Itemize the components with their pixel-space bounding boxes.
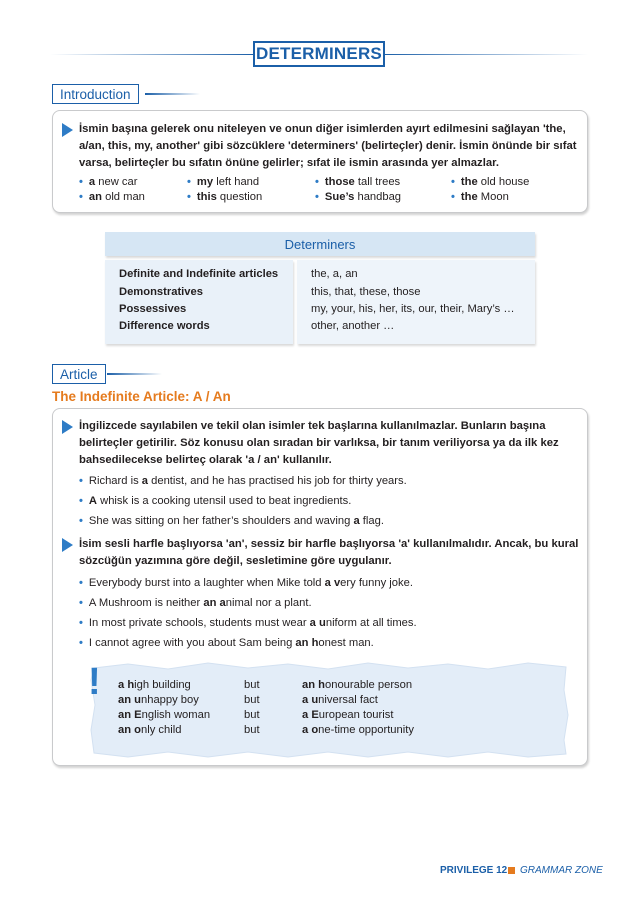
note-but: but bbox=[244, 679, 260, 691]
example-item: • those tall trees bbox=[315, 176, 401, 188]
page-title: DETERMINERS bbox=[253, 41, 385, 67]
example-sentence: • A Mushroom is neither an animal nor a plant. bbox=[79, 597, 312, 609]
subheading-indefinite-article: The Indefinite Article: A / An bbox=[52, 389, 231, 404]
note-right-phrase: an honourable person bbox=[302, 679, 413, 691]
article-paragraph-2: İsim sesli harfle başlıyorsa 'an', sessiz bir harfle başlıyorsa 'a' kullanılmalıdır. Ancak, bu kural sözcüğün yazımına göre değil, sesletimine göre uygulanır. bbox=[79, 538, 579, 567]
example-sentence: • Everybody burst into a laughter when Mike told a very funny joke. bbox=[79, 577, 413, 589]
note-left-phrase: a high building bbox=[118, 679, 191, 691]
note-left-phrase: an unhappy boy bbox=[118, 694, 199, 706]
note-left-phrase: an English woman bbox=[118, 709, 211, 721]
table-row-label: Difference words bbox=[119, 320, 210, 332]
exclamation-icon: ! bbox=[88, 661, 101, 703]
note-right-phrase: a universal fact bbox=[302, 694, 378, 706]
example-item: • the old house bbox=[451, 176, 530, 188]
note-right-phrase: a one-time opportunity bbox=[302, 724, 414, 736]
table-row-value: the, a, an bbox=[311, 268, 358, 280]
note-but: but bbox=[244, 709, 260, 721]
note-right-phrase: a European tourist bbox=[302, 709, 394, 721]
determiners-table-header: Determiners bbox=[105, 232, 535, 256]
table-row-value: other, another … bbox=[311, 320, 395, 332]
table-row-label: Possessives bbox=[119, 303, 187, 315]
table-row-value: this, that, these, those bbox=[311, 286, 421, 298]
article-paragraph-1: İngilizcede sayılabilen ve tekil olan isimler tek başlarına kullanılmazlar. Bunların başına belirteçler getirilir. Söz konusu olan sıradan bir varlıksa, bir tanım veriliyorsa ya da ilk kez bahsedilecekse belirteç olarak 'a / an' kullanılır. bbox=[79, 420, 559, 466]
example-sentence: • She was sitting on her father’s shoulders and waving a flag. bbox=[79, 515, 384, 527]
arrow-icon bbox=[62, 420, 73, 434]
footer-brand: PRIVILEGE 12 bbox=[440, 865, 508, 876]
example-item: • Sue’s handbag bbox=[315, 191, 402, 203]
example-item: • the Moon bbox=[451, 191, 509, 203]
example-item: • a new car bbox=[79, 176, 138, 188]
note-but: but bbox=[244, 694, 260, 706]
introduction-paragraph: İsmin başına gelerek onu niteleyen ve onun diğer isimlerden ayırt edilmesini sağlayan 'the, a/an, this, my, another' gibi sözcüklere 'determiners' (belirteçler) denir. İsmin önünde bir sıfat varsa, belirteçler bu sıfatın önüne gelirler; sıfat ile ismin arasında yer almazlar. bbox=[79, 123, 577, 169]
footer-section: GRAMMAR ZONE bbox=[520, 865, 603, 876]
introduction-tag-rule bbox=[145, 93, 200, 95]
section-tag-article: Article bbox=[52, 364, 106, 384]
title-rule-left bbox=[50, 54, 253, 55]
example-item: • my left hand bbox=[187, 176, 260, 188]
note-but: but bbox=[244, 724, 260, 736]
title-rule-right bbox=[385, 54, 588, 55]
arrow-icon bbox=[62, 123, 73, 137]
article-tag-rule bbox=[107, 373, 162, 375]
example-sentence: • I cannot agree with you about Sam being an honest man. bbox=[79, 637, 374, 649]
footer-square-icon bbox=[508, 867, 515, 874]
table-row-label: Demonstratives bbox=[119, 286, 203, 298]
note-left-phrase: an only child bbox=[118, 724, 182, 736]
example-item: • this question bbox=[187, 191, 263, 203]
example-sentence: • A whisk is a cooking utensil used to beat ingredients. bbox=[79, 495, 352, 507]
table-row-value: my, your, his, her, its, our, their, Mary’s … bbox=[311, 303, 515, 315]
section-tag-introduction: Introduction bbox=[52, 84, 139, 104]
example-sentence: • Richard is a dentist, and he has practised his job for thirty years. bbox=[79, 475, 407, 487]
arrow-icon bbox=[62, 538, 73, 552]
example-item: • an old man bbox=[79, 191, 145, 203]
table-row-label: Definite and Indefinite articles bbox=[119, 268, 279, 280]
example-sentence: • In most private schools, students must wear a uniform at all times. bbox=[79, 617, 417, 629]
